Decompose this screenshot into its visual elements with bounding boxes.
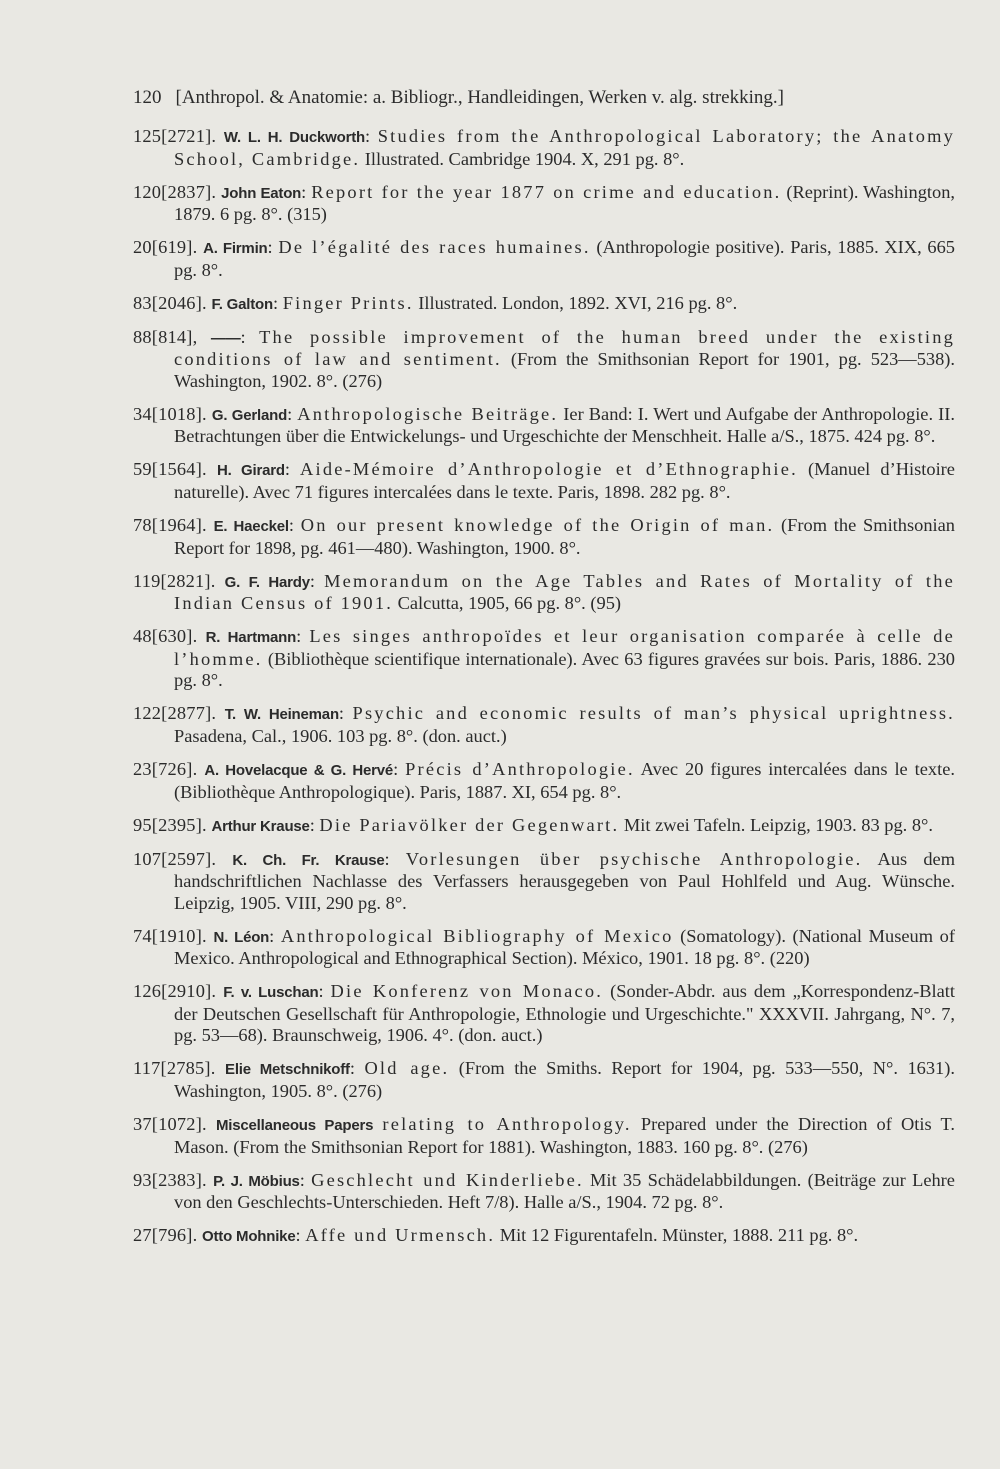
entry-author: —— xyxy=(210,329,241,347)
entry-separator: : xyxy=(267,237,279,258)
entry-id: 107[2597]. xyxy=(133,848,217,869)
bibliography-entry xyxy=(133,759,955,803)
entry-title: relating to Anthropology. xyxy=(382,1114,632,1135)
entry-details: (Manuel d’Histoire naturelle). Avec 71 figures intercalées dans le texte. Paris, 1898. 282 pg. 8°. xyxy=(174,459,955,503)
entry-title: Geschlecht und Kinderliebe. xyxy=(311,1169,584,1190)
bibliography-entry xyxy=(133,1170,955,1214)
bibliography-list xyxy=(133,126,955,1259)
bibliography-entry xyxy=(133,981,955,1047)
entry-id: 95[2395]. xyxy=(133,814,207,835)
entry-details: (Bibliothèque scientifique internationale). Avec 63 figures gravées sur bois. Paris, 1886. 230 pg. 8°. xyxy=(174,648,955,691)
entry-title: Old age. xyxy=(364,1058,450,1079)
entry-details: Illustrated. London, 1892. XVI, 216 pg. 8°. xyxy=(413,292,738,313)
bibliography-entry xyxy=(133,626,955,692)
running-title: [Anthropol. & Anatomie: a. Bibliogr., Handleidingen, Werken v. alg. strekking.] xyxy=(175,87,784,108)
entry-title: Affe und Urmensch. xyxy=(305,1225,496,1246)
bibliography-entry xyxy=(133,459,955,503)
entry-author: Miscellaneous Papers xyxy=(215,1117,374,1135)
entry-title: Aide-Mémoire d’Anthropologie et d’Ethnographie. xyxy=(300,459,798,480)
entry-details: (From the Smiths. Report for 1904, pg. 533—550, N°. 1631). Washington, 1905. 8°. (276) xyxy=(174,1058,955,1102)
entry-id: 74[1910]. xyxy=(133,925,207,946)
entry-author: W. L. H. Duckworth xyxy=(223,129,365,146)
entry-title: On our present knowledge of the Origin of man. xyxy=(300,515,775,536)
entry-author: F. Galton xyxy=(211,295,273,313)
entry-title: Précis d’Anthropologie. xyxy=(405,758,635,779)
entry-separator: : xyxy=(272,292,283,313)
bibliography-entry xyxy=(133,849,955,915)
bibliography-entry xyxy=(133,1058,955,1102)
entry-details: (Reprint). Washington, 1879. 6 pg. 8°. (315) xyxy=(174,181,956,225)
entry-title: Report for the year 1877 on crime and education. xyxy=(311,181,782,202)
bibliography-entry xyxy=(133,515,955,559)
bibliography-entry xyxy=(133,293,955,316)
entry-id: 120[2837]. xyxy=(133,181,217,202)
entry-title: Studies from the Anthropological Laboratory; the Anatomy School, Cambridge. xyxy=(174,126,955,169)
entry-title: Die Pariavölker der Gegenwart. xyxy=(319,814,620,835)
bibliography-entry xyxy=(133,1225,955,1248)
entry-separator: : xyxy=(240,326,260,347)
entry-separator: : xyxy=(296,626,310,647)
entry-details: Mit 12 Figurentafeln. Münster, 1888. 211 pg. 8°. xyxy=(495,1225,859,1246)
entry-separator: : xyxy=(393,758,406,779)
entry-separator: : xyxy=(269,925,281,946)
entry-author: H. Girard xyxy=(216,462,285,480)
entry-title: Les singes anthropoïdes et leur organisation comparée à celle de l’homme. xyxy=(174,626,955,669)
entry-title: Anthropological Bibliography of Mexico xyxy=(280,925,674,946)
entry-details: (From the Smithsonian Report for 1901, pg. 523—538). Washington, 1902. 8°. (276) xyxy=(174,349,955,391)
entry-title: The possible improvement of the human breed under the existing conditions of law and sentiment. xyxy=(174,326,955,370)
entry-title: Vorlesungen über psychische Anthropologie. xyxy=(405,848,863,869)
entry-separator: : xyxy=(299,1169,312,1190)
entry-id: 93[2383]. xyxy=(133,1169,207,1190)
running-head xyxy=(133,86,923,110)
entry-title: Die Konferenz von Monaco. xyxy=(330,981,604,1002)
entry-details: Mit 35 Schädelabbildungen. (Beiträge zur Lehre von den Geschlechts-Unterschieden. Heft 7/8). Halle a/S., 1904. 72 pg. 8°. xyxy=(174,1169,955,1213)
entry-id: 20[619]. xyxy=(133,237,198,258)
entry-details: Ier Band: I. Wert und Aufgabe der Anthropologie. II. Betrachtungen über die Entwickelungs- und Urgeschichte der Menschheit. Halle a/S., 1875. 424 pg. 8°. xyxy=(174,403,955,447)
entry-author: E. Haeckel xyxy=(213,518,289,536)
entry-id: 83[2046]. xyxy=(133,292,207,313)
entry-id: 119[2821]. xyxy=(133,570,216,591)
entry-details: Calcutta, 1905, 66 pg. 8°. (95) xyxy=(393,593,622,614)
entry-id: 78[1964]. xyxy=(133,515,207,536)
entry-author: T. W. Heineman xyxy=(224,706,339,724)
entry-id: 125[2721]. xyxy=(133,126,217,146)
entry-author: R. Hartmann xyxy=(205,629,297,647)
entry-details: Pasadena, Cal., 1906. 103 pg. 8°. (don. auct.) xyxy=(174,725,507,746)
entry-details: Aus dem handschriftlichen Nachlasse des Verfassers herausgegeben von Paul Hohlfeld und Aug. Wünsche. Leipzig, 1905. VIII, 290 pg. 8°. xyxy=(174,848,955,913)
entry-separator: : xyxy=(309,570,325,591)
entry-details: Avec 20 figures intercalées dans le texte. (Bibliothèque Anthropologique). Paris, 1887. XI, 654 pg. 8°. xyxy=(174,758,955,802)
entry-author: A. Hovelacque & G. Hervé xyxy=(204,761,394,779)
entry-author: G. Gerland xyxy=(211,406,288,424)
entry-id: 37[1072]. xyxy=(133,1114,207,1135)
entry-separator: : xyxy=(288,515,301,536)
entry-author: G. F. Hardy xyxy=(224,573,310,591)
entry-author: A. Firmin xyxy=(203,240,268,258)
bibliography-entry xyxy=(133,126,955,170)
entry-id: 34[1018]. xyxy=(133,403,207,424)
bibliography-entry xyxy=(133,1114,955,1158)
entry-separator: : xyxy=(284,459,301,480)
entry-title: Finger Prints. xyxy=(282,292,414,313)
entry-author: P. J. Möbius xyxy=(213,1172,300,1190)
entry-title: De l’égalité des races humaines. xyxy=(278,237,591,258)
entry-author: Elie Metschnikoff xyxy=(225,1061,350,1079)
entry-author: N. Léon xyxy=(213,928,270,946)
entry-separator: : xyxy=(384,848,406,869)
bibliography-entry xyxy=(133,327,955,393)
entry-details: Prepared under the Direction of Otis T. Mason. (From the Smithsonian Report for 1881). Washington, 1883. 160 pg. 8°. (276) xyxy=(174,1114,955,1157)
bibliography-entry xyxy=(133,926,955,970)
entry-title: Memorandum on the Age Tables and Rates of Mortality of the Indian Census of 1901. xyxy=(174,570,955,614)
entry-separator: : xyxy=(365,126,378,146)
entry-separator: : xyxy=(309,814,320,835)
entry-id: 27[796]. xyxy=(133,1225,198,1246)
entry-separator: : xyxy=(301,181,312,202)
entry-id: 88[814], xyxy=(133,326,198,347)
entry-separator: : xyxy=(295,1225,306,1246)
entry-separator: : xyxy=(349,1058,365,1079)
entry-title: Anthropologische Beiträge. xyxy=(297,403,559,424)
bibliography-entry xyxy=(133,815,955,838)
entry-id: 59[1564]. xyxy=(133,459,207,480)
entry-id: 23[726]. xyxy=(133,758,198,779)
entry-author: Otto Mohnike xyxy=(202,1228,296,1246)
entry-author: John Eaton xyxy=(221,184,302,202)
entry-separator: : xyxy=(338,703,353,724)
bibliography-entry xyxy=(133,237,955,281)
entry-id: 117[2785]. xyxy=(133,1058,216,1079)
entry-title: Psychic and economic results of man’s physical uprightness. xyxy=(352,703,955,724)
entry-separator: : xyxy=(318,981,331,1002)
entry-author: F. v. Luschan xyxy=(223,984,319,1002)
entry-details: (Sonder-Abdr. aus dem „Korrespondenz-Blatt der Deutschen Gesellschaft für Anthropologie, Ethnologie und Urgeschichte." XXXVII. Jahrgang, N°. 7, pg. 53—68). Braunschweig, 1906. 4°. (don. auct.) xyxy=(174,981,955,1046)
bibliography-entry xyxy=(133,404,955,448)
entry-details: Illustrated. Cambridge 1904. X, 291 pg. 8°. xyxy=(360,148,685,169)
bibliography-entry xyxy=(133,182,955,226)
entry-details: (Somatology). (National Museum of Mexico. Anthropological and Ethnographical Section). México, 1901. 18 pg. 8°. (220) xyxy=(174,925,955,969)
entry-details: (From the Smithsonian Report for 1898, pg. 461—480). Washington, 1900. 8°. xyxy=(174,515,955,558)
entry-id: 122[2877]. xyxy=(133,703,217,724)
entry-details: (Anthropologie positive). Paris, 1885. XIX, 665 pg. 8°. xyxy=(174,237,955,280)
entry-author: K. Ch. Fr. Krause xyxy=(232,851,385,869)
bibliography-entry xyxy=(133,571,955,615)
entry-id: 126[2910]. xyxy=(133,981,217,1002)
page-number: 120 xyxy=(133,87,162,108)
entry-author: Arthur Krause xyxy=(211,817,310,835)
bibliography-entry xyxy=(133,703,955,747)
entry-separator: : xyxy=(287,403,298,424)
entry-id: 48[630]. xyxy=(133,626,198,647)
entry-details: Mit zwei Tafeln. Leipzig, 1903. 83 pg. 8°. xyxy=(619,814,934,835)
